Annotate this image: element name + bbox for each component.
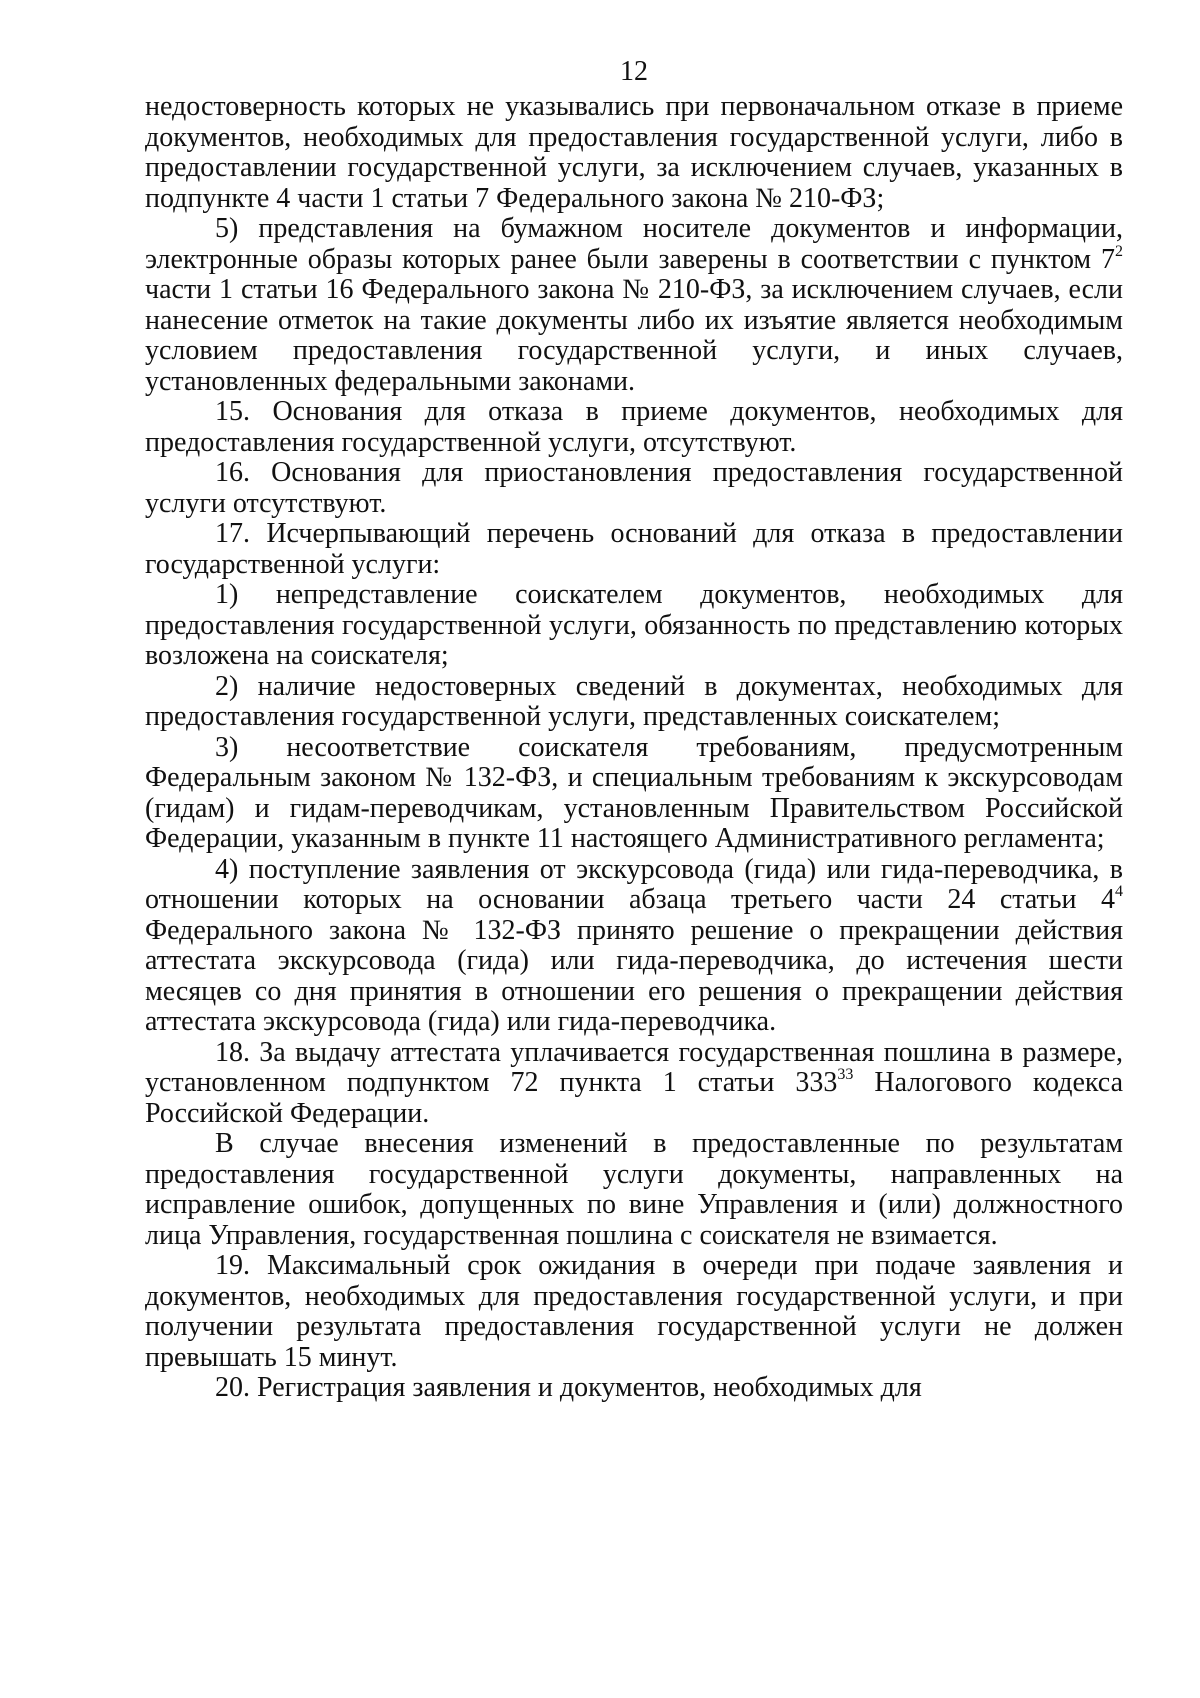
paragraph-item-5 — [145, 214, 1123, 397]
paragraph-18 — [145, 1038, 1123, 1130]
paragraph-15: 15. Основания для отказа в приеме документов, необходимых для предоставления государственной услуги, отсутствуют. — [145, 396, 1123, 458]
page-number: 12 — [620, 56, 648, 87]
paragraph-continuation: недостоверность которых не указывались при первоначальном отказе в приеме документов, необходимых для предоставления государственной услуги, либо в предоставлении государственной услуги, за исключением случаев, указанных в подпункте 4 части 1 статьи 7 Федерального закона № 210-ФЗ; — [145, 91, 1123, 214]
paragraph-17: 17. Исчерпывающий перечень оснований для отказа в предоставлении государственной услуги: — [145, 518, 1123, 580]
document-page — [145, 52, 1123, 1404]
paragraph-19: 19. Максимальный срок ожидания в очереди при подаче заявления и документов, необходимых для предоставления государственной услуги, и при получении результата предоставления государственной услуги не должен превышать 15 минут. — [145, 1250, 1123, 1373]
paragraph-17-item-1: 1) непредставление соискателем документов, необходимых для предоставления государственной услуги, обязанность по представлению которых возложена на соискателя; — [145, 579, 1123, 671]
paragraph-18-text-b: Налогового кодекса Российской Федерации. — [145, 1067, 1124, 1129]
paragraph-17-item-4-text-a: 4) поступление заявления от экскурсовода (гида) или гида-переводчика, в отношении которых на основании абзаца третьего части 24 статьи 4 — [145, 853, 1123, 915]
paragraph-18-text-a: 18. За выдачу аттестата уплачивается государственная пошлина в размере, установленном подпунктом 72 пункта 1 статьи 333 — [145, 1036, 1123, 1098]
paragraph-18-note: В случае внесения изменений в предоставленные по результатам предоставления государственной услуги документы, направленных на исправление ошибок, допущенных по вине Управления и (или) должностного лица Управления, государственная пошлина с соискателя не взимается. — [145, 1128, 1123, 1251]
paragraph-17-item-2: 2) наличие недостоверных сведений в документах, необходимых для предоставления государственной услуги, представленных соискателем; — [145, 670, 1123, 732]
superscript-33: 33 — [837, 1066, 854, 1083]
paragraph-item-5-text-b: части 1 статьи 16 Федерального закона № 210-ФЗ, за исключением случаев, если нанесение отметок на такие документы либо их изъятие является необходимым условием предоставления государственной услуги, и иных случаев, установленных федеральными законами. — [145, 274, 1123, 397]
paragraph-20: 20. Регистрация заявления и документов, необходимых для — [215, 1372, 922, 1403]
paragraph-16: 16. Основания для приостановления предоставления государственной услуги отсутствуют. — [145, 457, 1123, 519]
paragraph-item-5-text-a: 5) представления на бумажном носителе документов и информации, электронные образы которых ранее были заверены в соответствии с пунктом 7 — [145, 213, 1123, 275]
paragraph-17-item-3: 3) несоответствие соискателя требованиям, предусмотренным Федеральным законом № 132-ФЗ, и специальным требованиям к экскурсоводам (гидам) и гидам-переводчикам, установленным Правительством Российской Федерации, указанным в пункте 11 настоящего Административного регламента; — [145, 731, 1123, 854]
superscript-4: 4 — [1115, 883, 1123, 900]
paragraph-17-item-4 — [145, 855, 1123, 1038]
superscript-2: 2 — [1115, 242, 1123, 260]
paragraph-17-item-4-text-b: Федерального закона № 132-ФЗ принято решение о прекращении действия аттестата экскурсовода (гида) или гида-переводчика, до истечения шести месяцев со дня принятия в отношении его решения о прекращении действия аттестата экскурсовода (гида) или гида-переводчика. — [145, 914, 1123, 1037]
